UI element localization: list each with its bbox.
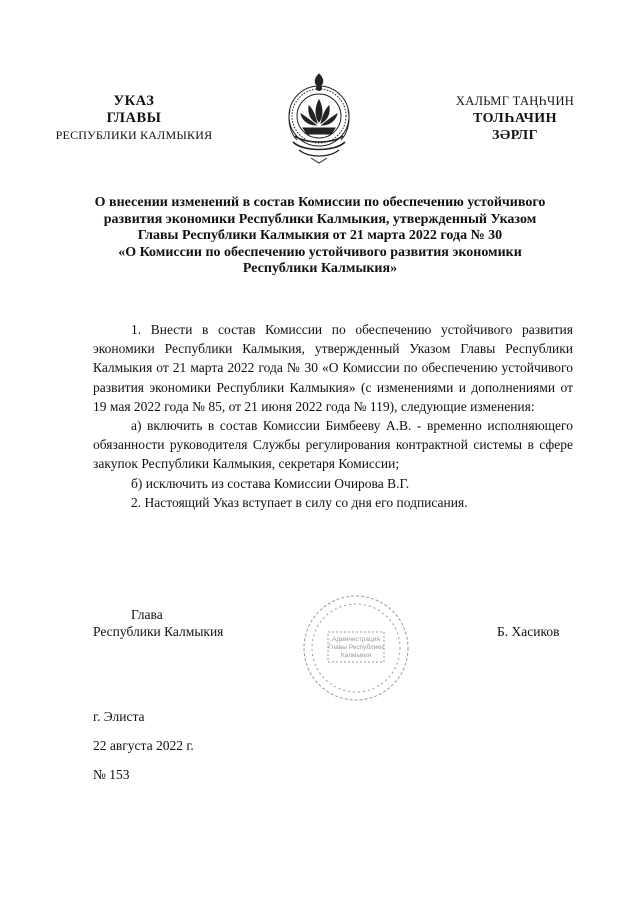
signature-post [93, 606, 223, 640]
signature-post-line2: Республики Калмыкия [93, 624, 224, 639]
title-line: развития экономики Республики Калмыкия, утвержденный Указом [103, 211, 537, 227]
paragraph-2b: б) исключить из состава Комиссии Очирова В.Г. [131, 475, 410, 491]
issue-city: г. Элиста [93, 709, 145, 724]
paragraph-3: 2. Настоящий Указ вступает в силу со дня его подписания. [131, 494, 468, 510]
header-left-line3: РЕСПУБЛИКИ КАЛМЫКИЯ [55, 128, 213, 142]
paragraph-2a: а) включить в состав Комиссии Бимбееву А.В. - временно исполняющего обязанности руководителя Службы регулирования контрактной системы в сфере закупок Республики Калмыкия, секретаря Комиссии; [93, 418, 573, 472]
decree-number: № 153 [93, 767, 130, 782]
stamp-text-line: Калмыкия [340, 652, 372, 659]
header-right-line1: ХАЛЬМГ ТАҢҺЧИН [455, 94, 575, 108]
official-seal-stamp [300, 592, 412, 704]
coat-of-arms-emblem [281, 70, 357, 166]
signatory-name: Б. Хасиков [497, 624, 560, 639]
header-left-line1: УКАЗ [113, 93, 155, 109]
stamp-text-line: Главы Республики [328, 644, 384, 651]
issue-date: 22 августа 2022 г. [93, 738, 194, 753]
decree-body [93, 320, 573, 512]
header-right-line2: ТОЛҺАЧИН [472, 111, 558, 126]
header-right-line3: ЗӘРЛГ [491, 128, 539, 143]
stamp-text-line: Администрация [332, 636, 380, 643]
paragraph-1: 1. Внести в состав Комиссии по обеспечению устойчивого развития экономики Республики Калмыкия, утвержденный Указом Главы Республики Калмыкия от 21 марта 2022 года № 30 «О Комиссии по обеспечению устойчивого развития экономики Республики Калмыкия» (с изменениями и дополнениями от 19 мая 2022 года № 85, от 21 июня 2022 года № 119), следующие изменения: [93, 322, 573, 414]
header-right [440, 93, 590, 144]
header-left [50, 93, 218, 144]
title-line: Главы Республики Калмыкия от 21 марта 2022 года № 30 [137, 228, 503, 244]
title-line: О внесении изменений в состав Комиссии по обеспечению устойчивого [94, 195, 546, 210]
signature-post-line1: Глава [131, 607, 163, 622]
decree-title [60, 195, 580, 278]
title-line: Республики Калмыкия» [242, 261, 398, 277]
header-left-line2: ГЛАВЫ [106, 110, 162, 126]
title-line: «О Комиссии по обеспечению устойчивого развития экономики [118, 244, 522, 260]
